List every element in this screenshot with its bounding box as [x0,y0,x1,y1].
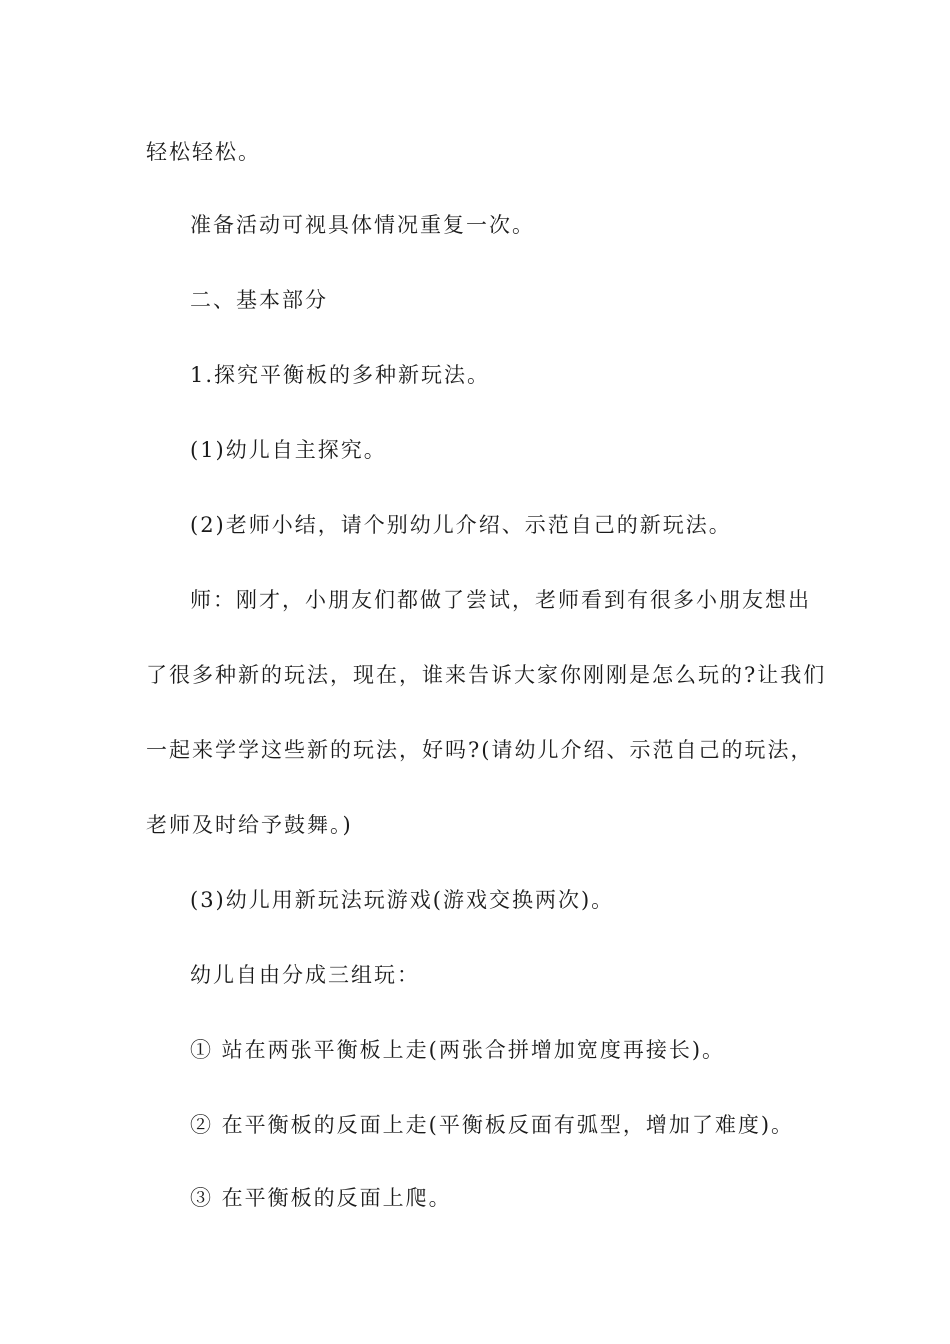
text-line: (3)幼儿用新玩法玩游戏(游戏交换两次)。 [190,888,615,912]
text-line: 老师及时给予鼓舞。) [146,813,353,837]
list-item: ② 在平衡板的反面上走(平衡板反面有弧型，增加了难度)。 [190,1113,795,1137]
text-line: (2)老师小结，请个别幼儿介绍、示范自己的新玩法。 [190,513,732,537]
list-item: ③ 在平衡板的反面上爬。 [190,1186,452,1210]
section-heading: 二、基本部分 [190,288,328,312]
list-item: ① 站在两张平衡板上走(两张合拼增加宽度再接长)。 [190,1038,726,1062]
text-line: 幼儿自由分成三组玩： [190,963,420,987]
text-line: 了很多种新的玩法，现在，谁来告诉大家你刚刚是怎么玩的?让我们 [146,663,827,687]
text-line: 师：刚才，小朋友们都做了尝试，老师看到有很多小朋友想出 [190,588,811,612]
text-line: 1.探究平衡板的多种新玩法。 [190,363,491,387]
text-line: 准备活动可视具体情况重复一次。 [190,213,535,237]
text-line: 一起来学学这些新的玩法，好吗?(请幼儿介绍、示范自己的玩法， [146,738,814,762]
text-line: 轻松轻松。 [146,140,261,164]
text-line: (1)幼儿自主探究。 [190,438,387,462]
